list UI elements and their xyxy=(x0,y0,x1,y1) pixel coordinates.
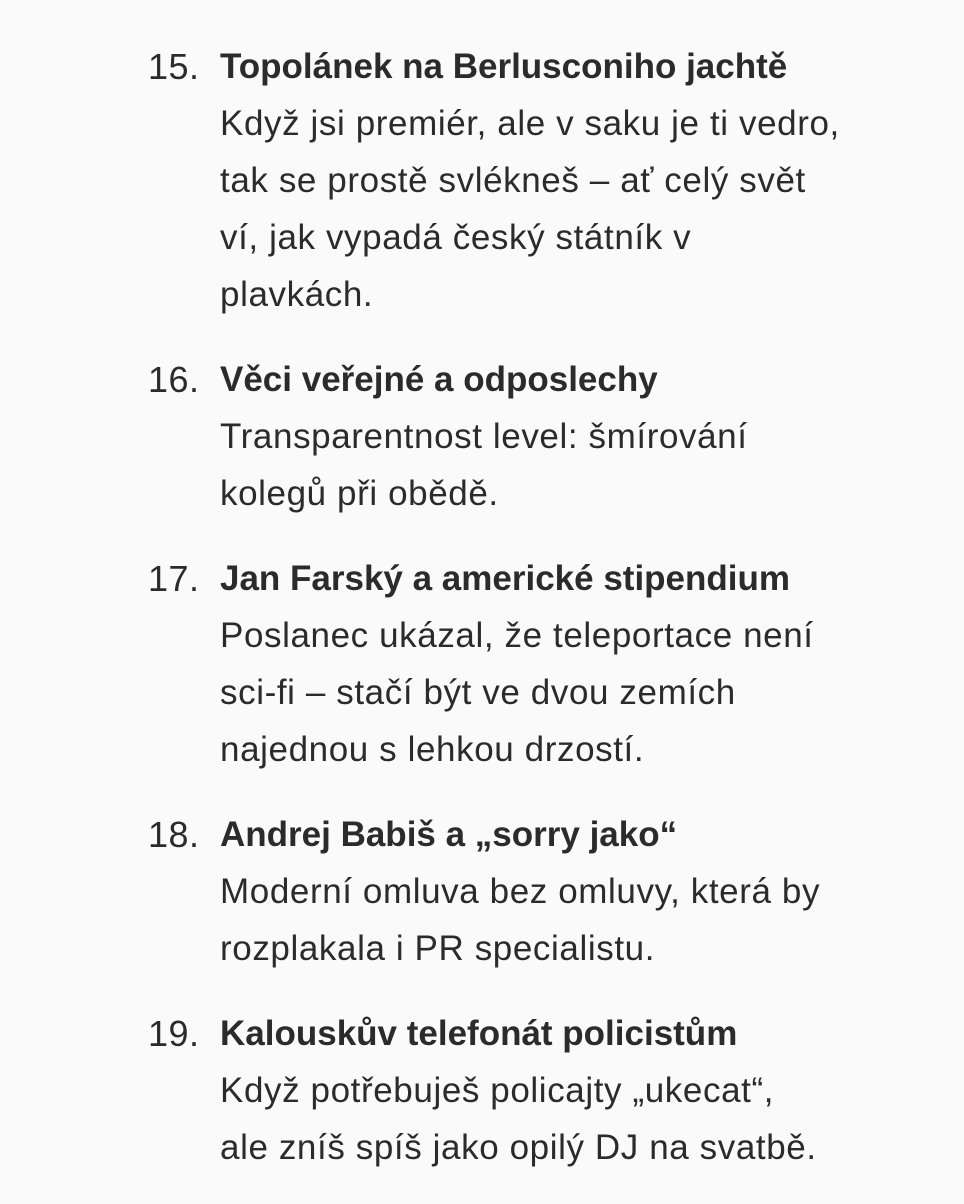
item-description-line: rozplakala i PR specialistu. xyxy=(220,929,656,968)
list-item xyxy=(0,351,964,522)
item-description-line: Poslanec ukázal, že teleportace není xyxy=(220,616,814,655)
item-number: 19. xyxy=(148,1013,200,1054)
item-description-line: Moderní omluva bez omluvy, která by xyxy=(220,872,821,911)
item-title: Jan Farský a americké stipendium xyxy=(220,559,790,598)
list-item xyxy=(0,550,964,778)
item-description-line: sci-fi – stačí být ve dvou zemích xyxy=(220,673,736,712)
item-description-line: Transparentnost level: šmírování xyxy=(220,417,748,456)
list-item xyxy=(0,806,964,977)
list-item xyxy=(0,38,964,323)
item-description-line: tak se prostě svlékneš – ať celý svět xyxy=(220,161,806,200)
item-number: 18. xyxy=(148,814,200,855)
item-title: Kalouskův telefonát policistům xyxy=(220,1014,738,1053)
item-description-line: ale zníš spíš jako opilý DJ na svatbě. xyxy=(220,1128,817,1167)
list-item xyxy=(0,1005,964,1176)
item-number: 17. xyxy=(148,558,200,599)
item-description-line: kolegů při obědě. xyxy=(220,474,499,513)
item-description-line: najednou s lehkou drzostí. xyxy=(220,730,645,769)
item-description-line: plavkách. xyxy=(220,275,374,314)
numbered-list xyxy=(0,38,964,1204)
item-description-line: ví, jak vypadá český státník v xyxy=(220,218,692,257)
item-title: Topolánek na Berlusconiho jachtě xyxy=(220,47,788,86)
item-description-line: Když potřebuješ policajty „ukecat“, xyxy=(220,1071,775,1110)
item-title: Andrej Babiš a „sorry jako“ xyxy=(220,815,678,854)
item-title: Věci veřejné a odposlechy xyxy=(220,360,658,399)
item-number: 16. xyxy=(148,359,200,400)
item-number: 15. xyxy=(148,46,200,87)
item-description-line: Když jsi premiér, ale v saku je ti vedro, xyxy=(220,104,840,143)
